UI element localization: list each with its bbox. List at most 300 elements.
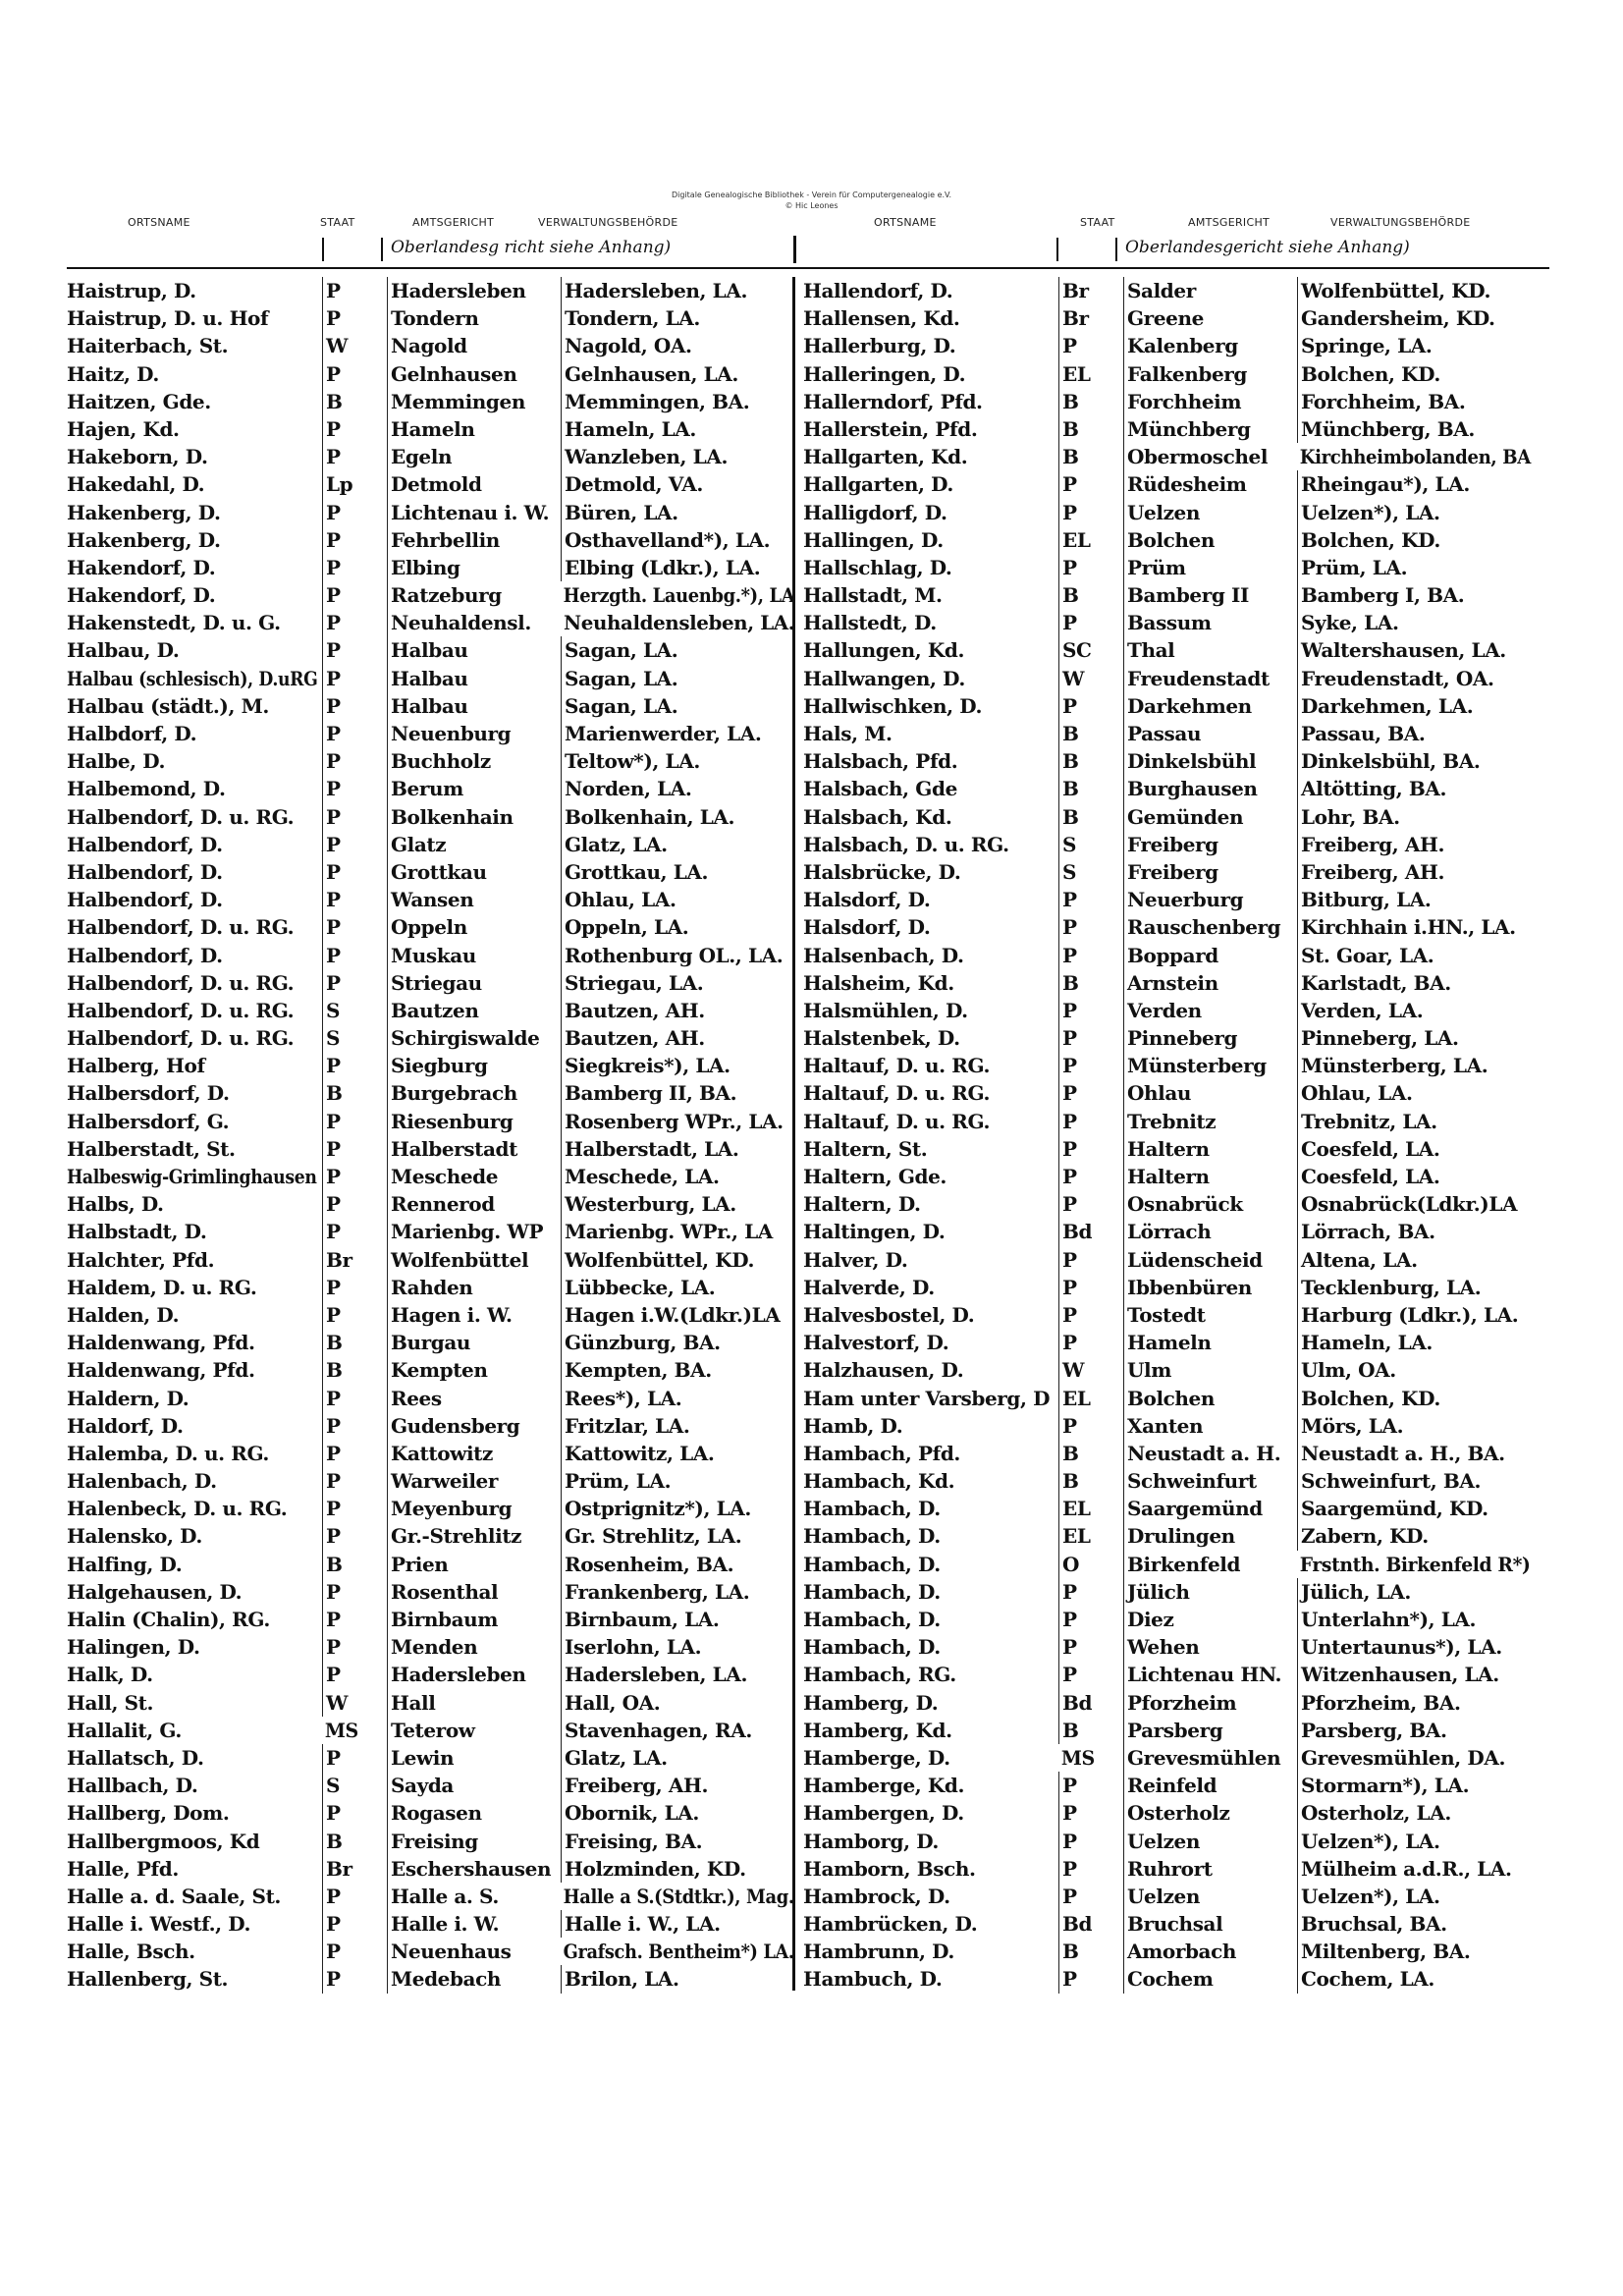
cell-amtsgericht: Drulingen — [1123, 1522, 1296, 1550]
cell-verwaltungsbehoerde: Kirchhain i.HN., LA. — [1297, 913, 1532, 941]
cell-verwaltungsbehoerde: Parsberg, BA. — [1297, 1717, 1532, 1744]
cell-amtsgericht: Grevesmühlen — [1123, 1744, 1296, 1772]
cell-ortsname: Hamberg, Kd. — [803, 1718, 952, 1742]
cell-verwaltungsbehoerde: Freudenstadt, OA. — [1297, 665, 1532, 692]
col-header-amtsgericht: AMTSGERICHT — [412, 216, 495, 229]
cell-verwaltungsbehoerde: Uelzen*), LA. — [1297, 499, 1532, 526]
cell-verwaltungsbehoerde: Gandersheim, KD. — [1297, 304, 1532, 332]
cell-verwaltungsbehoerde: Coesfeld, LA. — [1297, 1163, 1532, 1190]
cell-ortsname: Halsmühlen, D. — [803, 998, 968, 1022]
divider — [793, 236, 796, 263]
cell-verwaltungsbehoerde: Prüm, LA. — [561, 1467, 795, 1495]
cell-staat: P — [322, 831, 359, 858]
cell-ortsname: Hallstedt, D. — [803, 611, 937, 635]
cell-staat: S — [322, 1024, 359, 1052]
cell-staat: MS — [1060, 1745, 1095, 1770]
cell-amtsgericht: Lewin — [387, 1744, 560, 1772]
cell-amtsgericht: Teterow — [387, 1717, 560, 1744]
cell-verwaltungsbehoerde: Wanzleben, LA. — [561, 443, 795, 470]
cell-verwaltungsbehoerde: Mörs, LA. — [1297, 1412, 1532, 1440]
cell-verwaltungsbehoerde: Neuhaldensleben, LA. — [563, 611, 795, 635]
cell-amtsgericht: Saargemünd — [1123, 1495, 1296, 1522]
cell-staat: P — [322, 886, 359, 913]
cell-amtsgericht: Rosenthal — [387, 1578, 560, 1606]
cell-verwaltungsbehoerde: Rosenheim, BA. — [561, 1551, 795, 1578]
cell-verwaltungsbehoerde: Tecklenburg, LA. — [1297, 1274, 1532, 1301]
cell-ortsname: Halin (Chalin), RG. — [67, 1608, 270, 1631]
cell-amtsgericht: Halle i. W. — [387, 1910, 560, 1938]
cell-ortsname: Halchter, Pfd. — [67, 1247, 215, 1272]
cell-verwaltungsbehoerde: Prüm, LA. — [1297, 554, 1532, 581]
cell-ortsname: Hambach, D. — [803, 1608, 941, 1631]
cell-staat: P — [322, 554, 359, 581]
cell-amtsgericht: Marienbg. WP — [387, 1218, 560, 1245]
cell-amtsgericht: Eschershausen — [387, 1855, 560, 1883]
cell-staat: P — [322, 720, 359, 747]
cell-ortsname: Haltauf, D. u. RG. — [803, 1109, 991, 1133]
cell-ortsname: Hallalit, G. — [67, 1718, 182, 1742]
cell-verwaltungsbehoerde: Wolfenbüttel, KD. — [561, 1246, 795, 1274]
cell-verwaltungsbehoerde: Ohlau, LA. — [561, 886, 795, 913]
cell-ortsname: Halbendorf, D. — [67, 943, 223, 967]
cell-staat: P — [1058, 1274, 1096, 1301]
cell-amtsgericht: Gelnhausen — [387, 360, 560, 388]
cell-staat: P — [322, 1578, 359, 1606]
cell-ortsname: Hall, St. — [67, 1690, 154, 1715]
cell-staat: B — [322, 1079, 359, 1107]
cell-ortsname: Hajen, Kd. — [67, 416, 180, 441]
cell-amtsgericht: Prüm — [1123, 554, 1296, 581]
cell-staat: P — [1058, 554, 1096, 581]
cell-amtsgericht: Schweinfurt — [1123, 1467, 1296, 1495]
cell-verwaltungsbehoerde: Nagold, OA. — [561, 332, 795, 359]
cell-amtsgericht: Wansen — [387, 886, 560, 913]
cell-amtsgericht: Meschede — [387, 1163, 560, 1190]
cell-verwaltungsbehoerde: Saargemünd, KD. — [1297, 1495, 1532, 1522]
cell-amtsgericht: Lichtenau HN. — [1123, 1661, 1296, 1688]
cell-verwaltungsbehoerde: Rheingau*), LA. — [1297, 470, 1532, 498]
cell-ortsname: Haldern, D. — [67, 1386, 189, 1410]
cell-verwaltungsbehoerde: Glatz, LA. — [561, 1744, 795, 1772]
cell-ortsname: Halbstadt, D. — [67, 1220, 207, 1244]
cell-staat: EL — [1058, 1385, 1096, 1412]
cell-ortsname: Halsdorf, D. — [803, 915, 931, 940]
copyright-line: © Hic Leones — [784, 201, 839, 210]
cell-amtsgericht: Ruhrort — [1123, 1855, 1296, 1883]
cell-ortsname: Hambach, D. — [803, 1552, 941, 1576]
cell-ortsname: Hallwangen, D. — [803, 666, 965, 690]
cell-verwaltungsbehoerde: Cochem, LA. — [1297, 1965, 1532, 1993]
cell-ortsname: Hallensen, Kd. — [803, 306, 960, 331]
cell-verwaltungsbehoerde: Gelnhausen, LA. — [561, 360, 795, 388]
cell-amtsgericht: Birnbaum — [387, 1606, 560, 1633]
cell-amtsgericht: Grottkau — [387, 858, 560, 886]
cell-amtsgericht: Lichtenau i. W. — [387, 499, 560, 526]
cell-amtsgericht: Münchberg — [1123, 415, 1296, 443]
cell-verwaltungsbehoerde: Zabern, KD. — [1297, 1522, 1532, 1550]
cell-ortsname: Halstenbek, D. — [803, 1026, 960, 1051]
cell-verwaltungsbehoerde: Hadersleben, LA. — [561, 277, 795, 304]
cell-staat: P — [1058, 1024, 1096, 1052]
cell-ortsname: Halvestorf, D. — [803, 1331, 949, 1355]
cell-amtsgericht: Forchheim — [1123, 388, 1296, 415]
cell-staat: P — [1058, 1108, 1096, 1135]
cell-amtsgericht: Rogasen — [387, 1799, 560, 1827]
cell-staat: W — [1058, 665, 1096, 692]
cell-staat: P — [1058, 1828, 1096, 1855]
cell-staat: P — [322, 1744, 359, 1772]
cell-staat: P — [322, 1163, 359, 1190]
cell-amtsgericht: Burghausen — [1123, 775, 1296, 802]
cell-staat: B — [1058, 775, 1096, 802]
cell-staat: P — [1058, 1301, 1096, 1329]
cell-verwaltungsbehoerde: Freiberg, AH. — [1297, 858, 1532, 886]
cell-ortsname: Haitzen, Gde. — [67, 389, 211, 413]
cell-verwaltungsbehoerde: Sagan, LA. — [561, 665, 795, 692]
cell-ortsname: Halsheim, Kd. — [803, 970, 954, 995]
cell-ortsname: Hamberge, Kd. — [803, 1774, 965, 1798]
cell-amtsgericht: Detmold — [387, 470, 560, 498]
cell-staat: P — [322, 1218, 359, 1245]
cell-verwaltungsbehoerde: Mülheim a.d.R., LA. — [1297, 1855, 1532, 1883]
cell-verwaltungsbehoerde: Darkehmen, LA. — [1297, 692, 1532, 720]
cell-amtsgericht: Münsterberg — [1123, 1052, 1296, 1079]
cell-verwaltungsbehoerde: Waltershausen, LA. — [1297, 636, 1532, 664]
cell-staat: P — [322, 1606, 359, 1633]
cell-verwaltungsbehoerde: Halle i. W., LA. — [561, 1910, 795, 1938]
cell-staat: SC — [1058, 636, 1096, 664]
cell-ortsname: Halden, D. — [67, 1302, 180, 1327]
cell-amtsgericht: Neuhaldensl. — [387, 609, 560, 636]
cell-ortsname: Halensko, D. — [67, 1524, 202, 1549]
cell-staat: P — [322, 1965, 359, 1993]
cell-staat: P — [1058, 913, 1096, 941]
cell-staat: B — [1058, 803, 1096, 831]
cell-verwaltungsbehoerde: Schweinfurt, BA. — [1297, 1467, 1532, 1495]
cell-amtsgericht: Freiberg — [1123, 831, 1296, 858]
cell-verwaltungsbehoerde: Kirchheimbolanden, BA — [1299, 445, 1531, 469]
cell-verwaltungsbehoerde: Norden, LA. — [561, 775, 795, 802]
cell-staat: P — [1058, 1799, 1096, 1827]
cell-amtsgericht: Buchholz — [387, 747, 560, 775]
cell-amtsgericht: Hameln — [1123, 1329, 1296, 1356]
cell-amtsgericht: Ohlau — [1123, 1079, 1296, 1107]
cell-ortsname: Hambach, RG. — [803, 1663, 956, 1687]
cell-staat: P — [322, 277, 359, 304]
cell-amtsgericht: Tostedt — [1123, 1301, 1296, 1329]
cell-staat: P — [1058, 1052, 1096, 1079]
cell-ortsname: Halbendorf, D. — [67, 859, 223, 884]
cell-amtsgericht: Hadersleben — [387, 1661, 560, 1688]
cell-staat: P — [322, 775, 359, 802]
cell-staat: S — [1058, 858, 1096, 886]
cell-staat: B — [1058, 747, 1096, 775]
cell-ortsname: Halsbrücke, D. — [803, 859, 961, 884]
cell-ortsname: Halbdorf, D. — [67, 722, 197, 745]
cell-staat: P — [1058, 1661, 1096, 1688]
cell-ortsname: Haltauf, D. u. RG. — [803, 1081, 991, 1106]
cell-verwaltungsbehoerde: Hameln, LA. — [561, 415, 795, 443]
cell-ortsname: Hallbach, D. — [67, 1774, 198, 1798]
cell-ortsname: Halbendorf, D. u. RG. — [67, 915, 295, 940]
cell-staat: P — [1058, 1079, 1096, 1107]
cell-amtsgericht: Arnstein — [1123, 969, 1296, 997]
cell-verwaltungsbehoerde: Verden, LA. — [1297, 997, 1532, 1024]
cell-ortsname: Hakeborn, D. — [67, 445, 208, 469]
cell-verwaltungsbehoerde: Ohlau, LA. — [1297, 1079, 1532, 1107]
cell-amtsgericht: Fehrbellin — [387, 526, 560, 554]
cell-staat: P — [1058, 692, 1096, 720]
cell-staat: P — [322, 360, 359, 388]
cell-staat: W — [1058, 1356, 1096, 1384]
cell-amtsgericht: Rahden — [387, 1274, 560, 1301]
credit-line: Digitale Genealogische Bibliothek - Verein für Computergenealogie e.V. — [671, 191, 952, 199]
cell-amtsgericht: Halbau — [387, 665, 560, 692]
cell-ortsname: Hals, M. — [803, 722, 893, 745]
cell-amtsgericht: Reinfeld — [1123, 1772, 1296, 1799]
cell-amtsgericht: Egeln — [387, 443, 560, 470]
cell-staat: P — [322, 1633, 359, 1661]
cell-staat: S — [322, 997, 359, 1024]
cell-ortsname: Haldorf, D. — [67, 1413, 184, 1438]
cell-staat: P — [322, 609, 359, 636]
cell-amtsgericht: Burgau — [387, 1329, 560, 1356]
cell-amtsgericht: Amorbach — [1123, 1938, 1296, 1965]
cell-amtsgericht: Prien — [387, 1551, 560, 1578]
cell-ortsname: Haltern, Gde. — [803, 1165, 947, 1188]
cell-staat: P — [1058, 997, 1096, 1024]
cell-ortsname: Hambuch, D. — [803, 1967, 943, 1992]
cell-verwaltungsbehoerde: Osterholz, LA. — [1297, 1799, 1532, 1827]
cell-verwaltungsbehoerde: Osnabrück(Ldkr.)LA — [1297, 1190, 1532, 1218]
cell-amtsgericht: Neuenhaus — [387, 1938, 560, 1965]
cell-staat: P — [322, 747, 359, 775]
cell-ortsname: Hallbergmoos, Kd — [67, 1829, 260, 1853]
cell-staat: P — [1058, 1633, 1096, 1661]
cell-verwaltungsbehoerde: Herzgth. Lauenbg.*), LA — [563, 583, 795, 608]
cell-staat: EL — [1058, 526, 1096, 554]
cell-amtsgericht: Haltern — [1123, 1135, 1296, 1163]
cell-amtsgericht: Pforzheim — [1123, 1689, 1296, 1717]
col-header-staat: STAAT — [320, 216, 355, 229]
cell-ortsname: Halbendorf, D. — [67, 832, 223, 856]
col-header-staat-right: STAAT — [1080, 216, 1115, 229]
cell-verwaltungsbehoerde: Siegkreis*), LA. — [561, 1052, 795, 1079]
cell-staat: B — [1058, 581, 1096, 609]
cell-amtsgericht: Thal — [1123, 636, 1296, 664]
cell-staat: P — [322, 913, 359, 941]
oberlandesgericht-note-right: Oberlandesgericht siehe Anhang) — [1125, 238, 1410, 257]
cell-staat: P — [322, 1495, 359, 1522]
cell-staat: EL — [1058, 1495, 1096, 1522]
cell-staat: P — [1058, 1163, 1096, 1190]
cell-amtsgericht: Bautzen — [387, 997, 560, 1024]
cell-ortsname: Haldenwang, Pfd. — [67, 1331, 255, 1355]
cell-verwaltungsbehoerde: Detmold, VA. — [561, 470, 795, 498]
divider — [1056, 238, 1058, 261]
cell-verwaltungsbehoerde: Osthavelland*), LA. — [561, 526, 795, 554]
cell-verwaltungsbehoerde: Rothenburg OL., LA. — [561, 942, 795, 969]
cell-staat: P — [322, 1108, 359, 1135]
cell-ortsname: Halbendorf, D. u. RG. — [67, 804, 295, 829]
cell-ortsname: Hallgarten, Kd. — [803, 445, 968, 469]
cell-amtsgericht: Bruchsal — [1123, 1910, 1296, 1938]
cell-amtsgericht: Hagen i. W. — [387, 1301, 560, 1329]
cell-amtsgericht: Neustadt a. H. — [1123, 1440, 1296, 1467]
cell-amtsgericht: Kattowitz — [387, 1440, 560, 1467]
cell-verwaltungsbehoerde: Dinkelsbühl, BA. — [1297, 747, 1532, 775]
cell-verwaltungsbehoerde: Lübbecke, LA. — [561, 1274, 795, 1301]
cell-staat: P — [322, 581, 359, 609]
cell-amtsgericht: Meyenburg — [387, 1495, 560, 1522]
cell-ortsname: Haltern, St. — [803, 1136, 928, 1161]
cell-staat: P — [1058, 886, 1096, 913]
cell-ortsname: Hamberge, D. — [803, 1745, 950, 1770]
cell-verwaltungsbehoerde: Lohr, BA. — [1297, 803, 1532, 831]
cell-staat: P — [1058, 609, 1096, 636]
cell-ortsname: Halk, D. — [67, 1663, 153, 1687]
cell-staat: P — [322, 1522, 359, 1550]
cell-amtsgericht: Lörrach — [1123, 1218, 1296, 1245]
cell-ortsname: Hambrunn, D. — [803, 1940, 954, 1964]
cell-ortsname: Halingen, D. — [67, 1635, 200, 1660]
cell-staat: Bd — [1058, 1910, 1096, 1938]
header-rule — [67, 267, 1549, 269]
cell-amtsgericht: Freiberg — [1123, 858, 1296, 886]
cell-ortsname: Hambach, D. — [803, 1579, 941, 1604]
cell-verwaltungsbehoerde: Syke, LA. — [1297, 609, 1532, 636]
cell-verwaltungsbehoerde: Uelzen*), LA. — [1297, 1828, 1532, 1855]
cell-ortsname: Haiterbach, St. — [67, 334, 229, 358]
cell-ortsname: Halbersdorf, G. — [67, 1109, 230, 1133]
cell-staat: P — [322, 415, 359, 443]
cell-verwaltungsbehoerde: Ostprignitz*), LA. — [561, 1495, 795, 1522]
cell-staat: B — [1058, 720, 1096, 747]
cell-amtsgericht: Ulm — [1123, 1356, 1296, 1384]
cell-ortsname: Halbau (schlesisch), D.uRG — [67, 666, 318, 690]
cell-verwaltungsbehoerde: Büren, LA. — [561, 499, 795, 526]
cell-amtsgericht: Nagold — [387, 332, 560, 359]
cell-verwaltungsbehoerde: Iserlohn, LA. — [561, 1633, 795, 1661]
cell-ortsname: Haltern, D. — [803, 1192, 921, 1217]
cell-amtsgericht: Falkenberg — [1123, 360, 1296, 388]
cell-amtsgericht: Ibbenbüren — [1123, 1274, 1296, 1301]
cell-staat: P — [322, 1440, 359, 1467]
cell-amtsgericht: Passau — [1123, 720, 1296, 747]
cell-amtsgericht: Hameln — [387, 415, 560, 443]
cell-amtsgericht: Bolchen — [1123, 526, 1296, 554]
cell-verwaltungsbehoerde: Trebnitz, LA. — [1297, 1108, 1532, 1135]
cell-amtsgericht: Ratzeburg — [387, 581, 560, 609]
cell-verwaltungsbehoerde: Karlstadt, BA. — [1297, 969, 1532, 997]
cell-ortsname: Hakenstedt, D. u. G. — [67, 611, 281, 635]
cell-staat: P — [1058, 1606, 1096, 1633]
cell-amtsgericht: Rüdesheim — [1123, 470, 1296, 498]
cell-staat: P — [322, 304, 359, 332]
cell-verwaltungsbehoerde: Uelzen*), LA. — [1297, 1883, 1532, 1910]
cell-amtsgericht: Burgebrach — [387, 1079, 560, 1107]
cell-verwaltungsbehoerde: Marienwerder, LA. — [561, 720, 795, 747]
cell-verwaltungsbehoerde: Untertaunus*), LA. — [1297, 1633, 1532, 1661]
cell-ortsname: Halver, D. — [803, 1247, 908, 1272]
cell-verwaltungsbehoerde: Freiberg, AH. — [561, 1772, 795, 1799]
cell-amtsgericht: Xanten — [1123, 1412, 1296, 1440]
cell-ortsname: Halle i. Westf., D. — [67, 1912, 251, 1937]
cell-staat: P — [322, 1135, 359, 1163]
cell-ortsname: Halemba, D. u. RG. — [67, 1441, 269, 1465]
cell-amtsgericht: Diez — [1123, 1606, 1296, 1633]
cell-verwaltungsbehoerde: Bamberg I, BA. — [1297, 581, 1532, 609]
cell-verwaltungsbehoerde: Kattowitz, LA. — [561, 1440, 795, 1467]
cell-ortsname: Hamb, D. — [803, 1413, 903, 1438]
cell-staat: B — [1058, 1440, 1096, 1467]
cell-staat: B — [322, 1329, 359, 1356]
cell-amtsgericht: Cochem — [1123, 1965, 1296, 1993]
cell-staat: P — [1058, 1246, 1096, 1274]
cell-staat: P — [322, 1938, 359, 1965]
cell-amtsgericht: Darkehmen — [1123, 692, 1296, 720]
cell-amtsgericht: Haltern — [1123, 1163, 1296, 1190]
cell-amtsgericht: Hall — [387, 1689, 560, 1717]
cell-ortsname: Halbeswig-Grimlinghausen — [67, 1165, 317, 1188]
cell-ortsname: Hallstadt, M. — [803, 583, 943, 608]
cell-staat: P — [322, 1301, 359, 1329]
col-header-verwaltung-right: VERWALTUNGSBEHÖRDE — [1330, 216, 1471, 229]
cell-verwaltungsbehoerde: Ulm, OA. — [1297, 1356, 1532, 1384]
cell-staat: P — [322, 1385, 359, 1412]
cell-ortsname: Halfing, D. — [67, 1552, 183, 1576]
cell-amtsgericht: Striegau — [387, 969, 560, 997]
cell-ortsname: Hallungen, Kd. — [803, 638, 965, 663]
cell-verwaltungsbehoerde: Coesfeld, LA. — [1297, 1135, 1532, 1163]
cell-ortsname: Hambrock, D. — [803, 1884, 950, 1908]
cell-ortsname: Halenbach, D. — [67, 1469, 217, 1494]
cell-staat: P — [322, 499, 359, 526]
cell-amtsgericht: Greene — [1123, 304, 1296, 332]
cell-ortsname: Haitz, D. — [67, 361, 159, 386]
cell-staat: P — [322, 969, 359, 997]
cell-amtsgericht: Siegburg — [387, 1052, 560, 1079]
cell-verwaltungsbehoerde: Bamberg II, BA. — [561, 1079, 795, 1107]
cell-verwaltungsbehoerde: Pinneberg, LA. — [1297, 1024, 1532, 1052]
cell-staat: P — [322, 803, 359, 831]
cell-staat: B — [1058, 1938, 1096, 1965]
cell-amtsgericht: Freising — [387, 1828, 560, 1855]
cell-amtsgericht: Wolfenbüttel — [387, 1246, 560, 1274]
cell-amtsgericht: Sayda — [387, 1772, 560, 1799]
cell-amtsgericht: Bolchen — [1123, 1385, 1296, 1412]
cell-ortsname: Haltauf, D. u. RG. — [803, 1054, 991, 1078]
cell-amtsgericht: Uelzen — [1123, 499, 1296, 526]
cell-verwaltungsbehoerde: Jülich, LA. — [1297, 1578, 1532, 1606]
cell-amtsgericht: Trebnitz — [1123, 1108, 1296, 1135]
cell-staat: W — [322, 332, 359, 359]
cell-staat: P — [1058, 1329, 1096, 1356]
cell-verwaltungsbehoerde: Elbing (Ldkr.), LA. — [561, 554, 795, 581]
cell-verwaltungsbehoerde: Brilon, LA. — [561, 1965, 795, 1993]
cell-amtsgericht: Hadersleben — [387, 277, 560, 304]
cell-staat: P — [322, 1412, 359, 1440]
cell-ortsname: Halsbach, Kd. — [803, 804, 952, 829]
cell-verwaltungsbehoerde: Forchheim, BA. — [1297, 388, 1532, 415]
cell-staat: P — [322, 1883, 359, 1910]
cell-verwaltungsbehoerde: Bautzen, AH. — [561, 1024, 795, 1052]
cell-staat: B — [322, 1551, 359, 1578]
cell-ortsname: Halzhausen, D. — [803, 1358, 964, 1383]
cell-ortsname: Haltingen, D. — [803, 1220, 946, 1244]
cell-verwaltungsbehoerde: Birnbaum, LA. — [561, 1606, 795, 1633]
cell-ortsname: Halverde, D. — [803, 1275, 935, 1299]
